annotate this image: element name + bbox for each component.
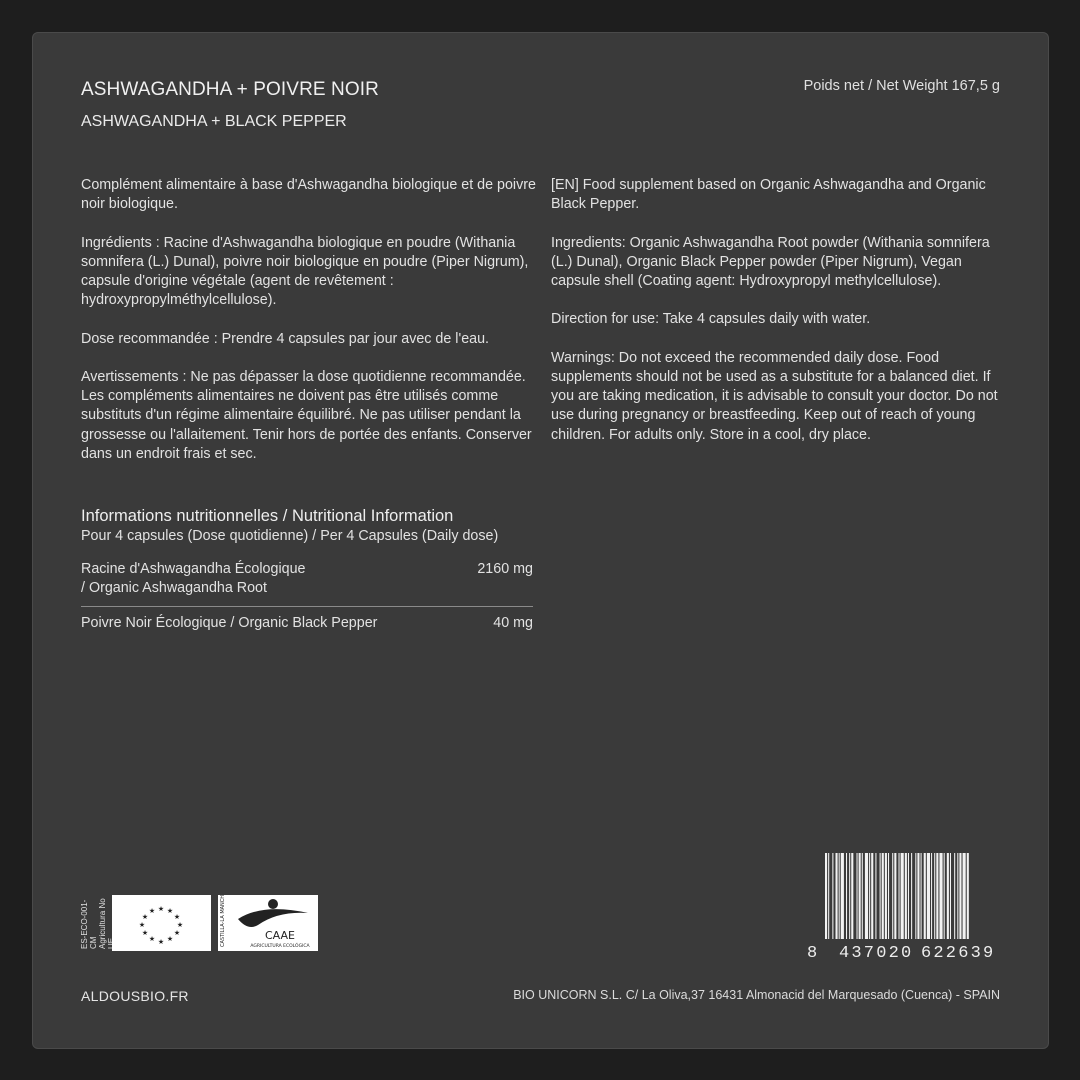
eu-leaf-icon [112,895,211,951]
barcode-bar [836,853,838,939]
nutrition-per-dose: Pour 4 capsules (Dose quotidienne) / Per 4 Capsules (Daily dose) [81,528,499,544]
nutrition-title: Informations nutritionnelles / Nutritional Information [81,507,454,525]
nutrition-row-label [81,614,377,633]
barcode-digits: 622639 [921,944,996,961]
barcode-bar [859,853,861,939]
barcode-bar [880,853,881,939]
barcode-digits: 8 [807,944,820,961]
net-weight: Poids net / Net Weight 167,5 g [803,78,1000,94]
barcode-bar [832,853,833,939]
barcode-bar [875,853,876,939]
barcode-bar [849,853,850,939]
barcode-bar [931,853,932,939]
barcode-bar [892,853,893,939]
english-column [551,176,1001,464]
barcode-bar [936,853,938,939]
cert-code-line1: ES-ECO-001-CM [80,899,98,949]
svg-text:★: ★ [157,905,165,913]
barcode-bar [959,853,961,939]
svg-text:★: ★ [141,929,149,937]
nutrition-row-label [81,560,306,598]
barcode-bar [915,853,916,939]
barcode-bar [851,853,853,939]
svg-text:★: ★ [138,921,146,929]
barcode-bar [825,853,827,939]
barcode-bar [888,853,889,939]
barcode-bar [894,853,896,939]
barcode-bar [967,853,969,939]
nutrition-row [81,560,533,607]
caae-side-text: CASTILLA-LA MANCHA [220,895,226,947]
barcode-bar [934,853,935,939]
english-ingredients: Ingredients: Organic Ashwagandha Root powder (Withania somnifera (L.) Dunal), Organic Black Pepper powder (Piper Nigrum), Vegan capsule shell (Coating agent: Hydroxypropyl methylcellulose). [551,234,990,289]
nutrition-row-label-line1: Poivre Noir Écologique / Organic Black Pepper [81,615,378,632]
svg-text:★: ★ [166,907,174,915]
french-description: Complément alimentaire à base d'Ashwagandha biologique et de poivre noir biologique. [81,177,536,213]
barcode-bar [857,853,858,939]
caae-sub-text: AGRICULTURA ECOLÓGICA [250,944,310,949]
nutrition-row-value: 2160 mg [477,561,533,577]
nutrition-row [81,614,533,633]
barcode-bar [846,853,847,939]
barcode-bars [801,851,1005,961]
french-column [81,176,536,483]
organic-cert-code [80,891,116,949]
barcode-bar [841,853,844,939]
svg-text:★: ★ [173,929,181,937]
caae-logo [218,895,318,951]
svg-text:★: ★ [148,935,156,943]
barcode-bar [839,853,840,939]
barcode-bar [899,853,900,939]
product-title: ASHWAGANDHA + POIVRE NOIR [81,79,379,100]
barcode-bar [947,853,949,939]
barcode-bar [921,853,922,939]
french-dose: Dose recommandée : Prendre 4 capsules par jour avec de l'eau. [81,330,490,347]
barcode-bar [924,853,926,939]
barcode-bar [963,853,966,939]
caae-emblem-icon [218,895,318,951]
caae-text: CAAE [265,929,295,942]
barcode-bar [950,853,951,939]
product-label-panel [32,32,1049,1049]
website-link[interactable]: ALDOUSBIO.FR [81,988,189,1004]
svg-text:★: ★ [157,938,165,946]
barcode-bar [957,853,958,939]
nutrition-row-value: 40 mg [493,615,533,632]
company-address: BIO UNICORN S.L. C/ La Oliva,37 16431 Almonacid del Marquesado (Cuenca) - SPAIN [513,988,1000,1002]
ean-barcode [801,851,1005,961]
barcode-digits: 437020 [839,944,914,961]
barcode-bar [862,853,863,939]
svg-text:★: ★ [141,913,149,921]
english-warnings: Warnings: Do not exceed the recommended daily dose. Food supplements should not be used as a substitute for a balanced diet. If you are taking medication, it is advisable to consult your doctor. Do not use during pregnancy or breastfeeding. Keep out of reach of young children. For adults only. Store in a cool, dry place. [551,349,998,443]
nutrition-table [81,507,533,634]
english-description: [EN] Food supplement based on Organic Ashwagandha and Organic Black Pepper. [551,177,986,213]
barcode-bar [869,853,870,939]
barcode-bar [917,853,919,939]
barcode-bar [871,853,873,939]
english-dose: Direction for use: Take 4 capsules daily with water. [551,311,871,328]
barcode-bar [905,853,907,939]
barcode-bar [901,853,904,939]
french-warnings: Avertissements : Ne pas dépasser la dose quotidienne recommandée. Les compléments alimentaires ne doivent pas être utilisés comme substituts d'un régime alimentaire équilibré. Ne pas utiliser pendant la grossesse ou l'allaitement. Tenir hors de portée des enfants. Conserver dans un endroit frais et sec. [81,368,532,462]
barcode-bar [944,853,945,939]
nutrition-row-label-line1: Racine d'Ashwagandha Écologique [81,561,306,577]
svg-text:★: ★ [176,921,184,929]
barcode-bar [882,853,884,939]
barcode-bar [927,853,930,939]
svg-text:★: ★ [166,935,174,943]
barcode-bar [885,853,887,939]
svg-text:★: ★ [173,913,181,921]
eu-organic-leaf-logo [112,895,211,951]
product-subtitle: ASHWAGANDHA + BLACK PEPPER [81,113,347,130]
barcode-bar [939,853,942,939]
nutrition-row-label-line2: / Organic Ashwagandha Root [81,580,267,597]
cert-code-line2: Agricultura No [98,898,107,949]
barcode-bar [865,853,868,939]
barcode-bar [828,853,829,939]
french-ingredients: Ingrédients : Racine d'Ashwagandha biologique en poudre (Withania somnifera (L.) Dunal), poivre noir biologique en poudre (Piper Nigrum), capsule d'origine végétale (agent de revêtement : hydroxypropylméthylcellulose). [81,234,529,309]
barcode-bar [911,853,912,939]
barcode-bar [908,853,909,939]
svg-text:★: ★ [148,907,156,915]
barcode-bar [954,853,955,939]
